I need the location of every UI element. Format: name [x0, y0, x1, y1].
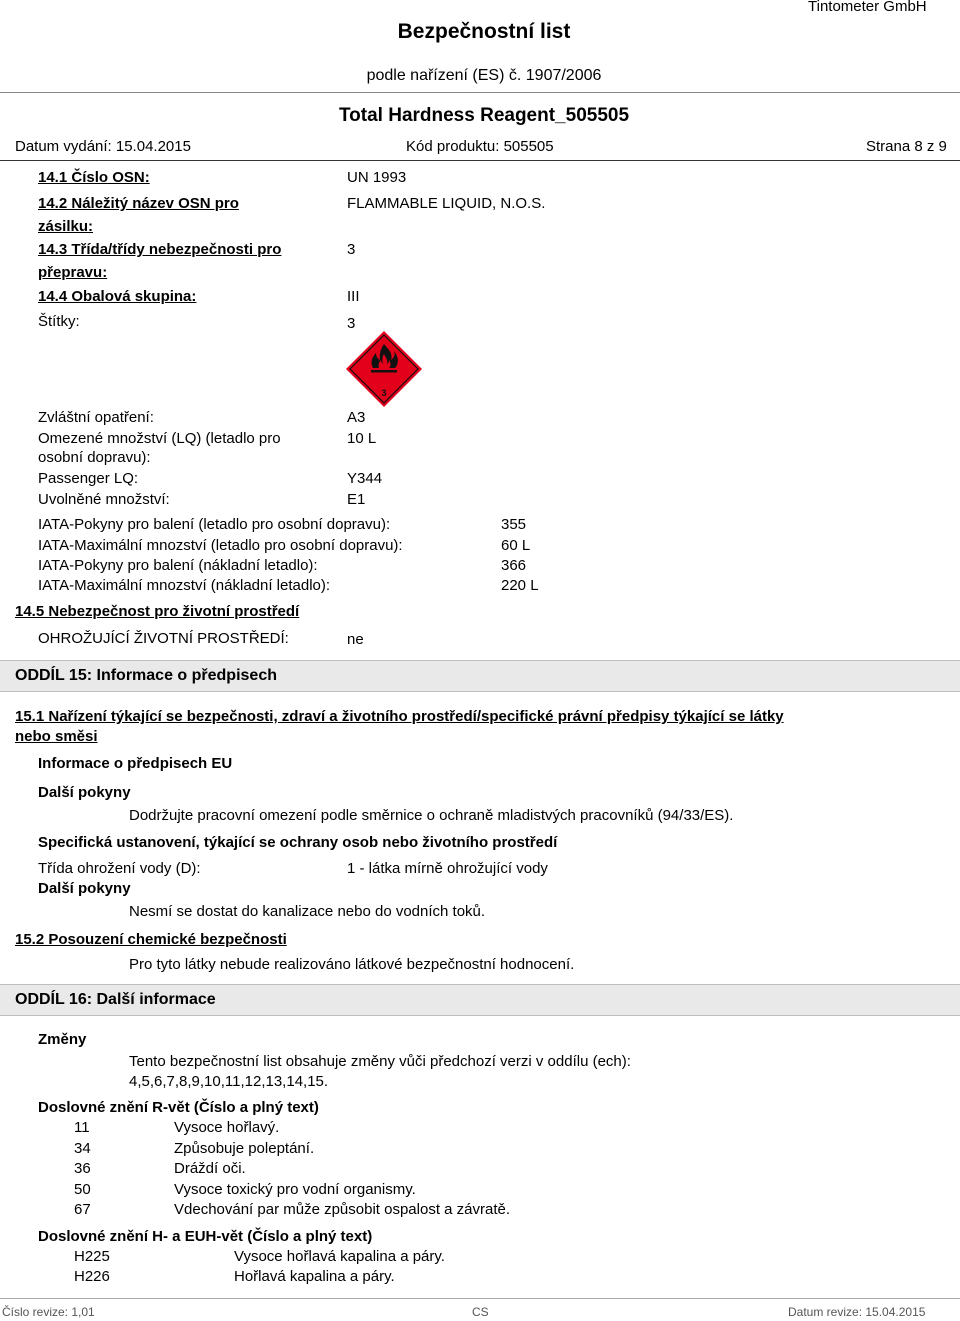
r-phrase-code: 67 [74, 1201, 91, 1218]
iata-value: 220 L [501, 577, 539, 594]
hazard-class-label-cont: přepravu: [38, 264, 108, 281]
packing-group-value: III [347, 288, 360, 305]
special-value: A3 [347, 409, 366, 426]
r-phrase-text: Vdechování par může způsobit ospalost a závratě. [174, 1201, 511, 1218]
h-phrase-text: Hořlavá kapalina a páry. [234, 1268, 395, 1285]
water-hazard-value: 1 - látka mírně ohrožující vody [347, 860, 548, 877]
hazard-class-label: 14.3 Třída/třídy nebezpečnosti pro [38, 241, 282, 258]
r-phrase-text: Vysoce hořlavý. [174, 1119, 280, 1136]
r-phrase-code: 50 [74, 1181, 91, 1198]
header-divider [0, 92, 960, 93]
h-phrase-text: Vysoce hořlavá kapalina a páry. [234, 1248, 445, 1265]
r-phrase-code: 36 [74, 1160, 91, 1177]
packing-group-label: 14.4 Obalová skupina: [38, 288, 197, 305]
chemical-safety-heading: 15.2 Posouzení chemické bezpečnosti [15, 931, 287, 948]
h-phrases-heading: Doslovné znění H- a EUH-vět (Číslo a plný text) [38, 1228, 373, 1245]
labels-label: Štítky: [38, 313, 80, 330]
changes-sections: 4,5,6,7,8,9,10,11,12,13,14,15. [129, 1073, 329, 1090]
special-label: Zvláštní opatření: [38, 409, 154, 426]
further-info-label-2: Další pokyny [38, 880, 131, 897]
product-code: Kód produktu: 505505 [406, 138, 554, 155]
excepted-value: E1 [347, 491, 366, 508]
r-phrases-heading: Doslovné znění R-vět (Číslo a plný text) [38, 1099, 319, 1116]
section-15-title: ODDÍL 15: Informace o předpisech [15, 667, 277, 684]
shipping-name-label-cont: zásilku: [38, 218, 94, 235]
regulation-line: podle nařízení (ES) č. 1907/2006 [366, 67, 602, 84]
r-phrase-code: 34 [74, 1140, 91, 1157]
water-hazard-label: Třída ohrožení vody (D): [38, 860, 201, 877]
iata-value: 355 [501, 516, 527, 533]
shipping-name-label: 14.2 Náležitý název OSN pro [38, 195, 239, 212]
shipping-name-value: FLAMMABLE LIQUID, N.O.S. [347, 195, 546, 212]
labels-value: 3 [347, 315, 356, 332]
further-info-text-2: Nesmí se dostat do kanalizace nebo do vodních toků. [129, 903, 486, 920]
further-info-text: Dodržujte pracovní omezení podle směrnice o ochraně mladistvých pracovníků (94/33/ES). [129, 807, 734, 824]
lq-label: Omezené množství (LQ) (letadlo pro [38, 430, 281, 447]
r-phrase-text: Způsobuje poleptání. [174, 1140, 315, 1157]
section-16-title: ODDÍL 16: Další informace [15, 991, 216, 1008]
excepted-label: Uvolněné množství: [38, 491, 170, 508]
iata-value: 366 [501, 557, 527, 574]
footer-divider [0, 1298, 960, 1299]
env-hazard-value: ne [347, 631, 364, 648]
env-hazard-label: OHROŽUJÍCÍ ŽIVOTNÍ PROSTŘEDÍ: [38, 630, 289, 647]
un-number-label: 14.1 Číslo OSN: [38, 169, 150, 186]
env-hazard-heading: 14.5 Nebezpečnost pro životní prostředí [15, 603, 300, 620]
iata-label: IATA-Maximální mnozství (nákladní letadlo): [38, 577, 331, 594]
pictogram-number: 3 [381, 388, 387, 398]
h-phrase-code: H226 [74, 1268, 110, 1285]
flame-icon [345, 330, 423, 408]
iata-label: IATA-Pokyny pro balení (letadlo pro osobní dopravu): [38, 516, 391, 533]
iata-label: IATA-Maximální mnozství (letadlo pro osobní dopravu): [38, 537, 403, 554]
lq-label-cont: osobní dopravu): [38, 449, 151, 466]
un-number-value: UN 1993 [347, 169, 407, 186]
passenger-lq-label: Passenger LQ: [38, 470, 139, 487]
document-title: Bezpečnostní list [397, 20, 571, 43]
lq-value: 10 L [347, 430, 377, 447]
revision-date: Datum revize: 15.04.2015 [788, 1305, 926, 1319]
changes-label: Změny [38, 1031, 87, 1048]
passenger-lq-value: Y344 [347, 470, 383, 487]
revision-number: Číslo revize: 1,01 [2, 1305, 95, 1319]
company-name: Tintometer GmbH [808, 0, 927, 15]
page-number: Strana 8 z 9 [866, 138, 947, 155]
r-phrase-text: Dráždí oči. [174, 1160, 246, 1177]
r-phrase-text: Vysoce toxický pro vodní organismy. [174, 1181, 416, 1198]
issue-date: Datum vydání: 15.04.2015 [15, 138, 191, 155]
r-phrase-code: 11 [74, 1119, 90, 1136]
language-code: CS [472, 1305, 489, 1319]
further-info-label: Další pokyny [38, 784, 131, 801]
eu-info-heading: Informace o předpisech EU [38, 755, 233, 772]
h-phrase-code: H225 [74, 1248, 110, 1265]
header-bottom-rule [0, 160, 960, 161]
iata-label: IATA-Pokyny pro balení (nákladní letadlo): [38, 557, 318, 574]
specific-provisions-heading: Specifická ustanovení, týkající se ochrany osob nebo životního prostředí [38, 834, 558, 851]
section-16-header [0, 984, 960, 1016]
regulations-subheading-cont: nebo směsi [15, 728, 98, 745]
iata-value: 60 L [501, 537, 531, 554]
section-15-header [0, 660, 960, 692]
product-name: Total Hardness Reagent_505505 [338, 105, 630, 126]
changes-text: Tento bezpečnostní list obsahuje změny vůči předchozí verzi v oddílu (ech): [129, 1053, 631, 1070]
regulations-subheading: 15.1 Nařízení týkající se bezpečnosti, zdraví a životního prostředí/specifické právní předpisy týkající se látky [15, 708, 784, 725]
chemical-safety-text: Pro tyto látky nebude realizováno látkové bezpečnostní hodnocení. [129, 956, 575, 973]
hazard-class-value: 3 [347, 241, 356, 258]
